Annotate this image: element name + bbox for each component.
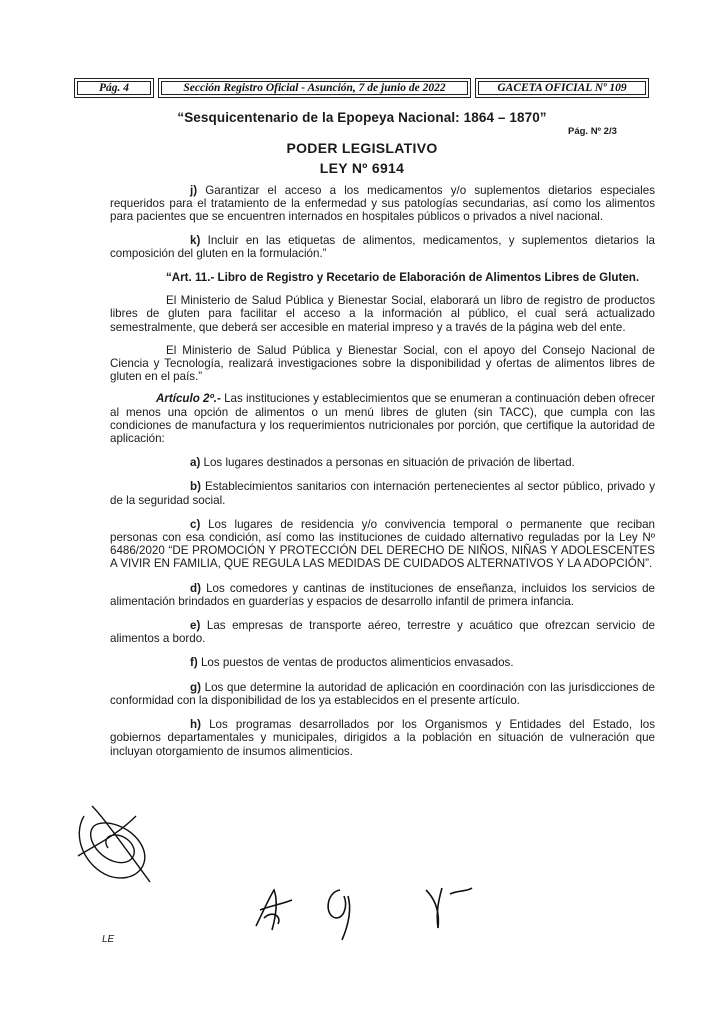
article-2-label: Artículo 2º.-: [156, 392, 221, 406]
item-b: [110, 480, 655, 506]
item-b-label: b): [190, 480, 201, 494]
item-h-text: Los programas desarrollados por los Organismos y Entidades del Estado, los gobiernos departamentales y municipales, dirigidos a la población en situación de vulneración que incluyan otorgamiento de insumos alimenticios.: [110, 718, 655, 758]
header-gazette-number: GACETA OFICIAL Nº 109: [475, 78, 649, 98]
item-e-text: Las empresas de transporte aéreo, terrestre y acuático que ofrezcan servicio de alimentos a bordo.: [110, 619, 655, 646]
item-j: [110, 184, 655, 224]
article-2: [110, 392, 655, 445]
item-f-label: f): [190, 656, 198, 670]
document-authority: PODER LEGISLATIVO: [286, 140, 438, 156]
item-d-text: Los comedores y cantinas de instituciones de enseñanza, incluidos los servicios de alimentación brindados en guarderías y espacios de desarrollo infantil de primera infancia.: [110, 581, 655, 608]
item-k-label: k): [190, 233, 201, 247]
signature-3-icon: [420, 884, 476, 932]
item-g-text: Los que determine la autoridad de aplicación en coordinación con las jurisdicciones de conformidad con la disponibilidad de los ya establecidos en el presente artículo.: [110, 680, 655, 707]
item-c-text: Los lugares de residencia y/o convivencia temporal o permanente que reciban personas con esa condición, así como las instituciones de cuidado alternativo reguladas por la Ley Nº 6486/2020 “DE PROMOCIÓN Y PROTECCIÓN DEL DERECHO DE NIÑOS, NIÑAS Y ADOLESCENTES A VIVIR EN FAMILIA, QUE REGULA LAS MEDIDAS DE CUIDADOS ALTERNATIVOS Y LA ADOPCIÓN”.: [110, 517, 655, 571]
item-h-label: h): [190, 718, 201, 732]
item-f: [110, 656, 655, 669]
item-g-label: g): [190, 680, 201, 694]
article-2-text: Las instituciones y establecimientos que se enumeran a continuación deben ofrecer al menos una opción de alimentos o un menú libres de gluten (sin TACC), que cumpla con las condiciones de manufactura y los requerimientos nutricionales por porción, que certifique la autoridad de aplicación:: [110, 392, 655, 446]
item-a-text: Los lugares destinados a personas en situación de privación de libertad.: [200, 456, 575, 470]
typist-initials: LE: [102, 934, 115, 945]
gazette-header: [74, 78, 649, 98]
national-motto: “Sesquicentenario de la Epopeya Nacional: 1864 – 1870”: [177, 110, 547, 125]
item-k-text: Incluir en las etiquetas de alimentos, medicamentos, y suplementos dietarios la composición del gluten en la formulación.”: [110, 233, 655, 260]
item-b-text: Establecimientos sanitarios con internación pertenecientes al sector público, privado y de la seguridad social.: [110, 480, 655, 507]
item-j-label: j): [190, 184, 198, 197]
item-d: [110, 582, 655, 608]
item-c: [110, 518, 655, 571]
law-number: LEY Nº 6914: [319, 160, 405, 176]
item-e-label: e): [190, 619, 201, 633]
item-h: [110, 718, 655, 758]
header-section: Sección Registro Oficial - Asunción, 7 de junio de 2022: [158, 78, 471, 98]
document-body: [110, 184, 655, 758]
article-11-paragraph-1: El Ministerio de Salud Pública y Bienestar Social, elaborará un libro de registro de productos libres de gluten para facilitar el acceso a la información al público, el cual será actualizado semestralmente, que deberá ser accesible en material impreso y a través de la página web del ente.: [110, 294, 655, 334]
left-margin-signature-icon: [64, 796, 156, 886]
item-j-text: Garantizar el acceso a los medicamentos y/o suplementos dietarios especiales requeridos para el tratamiento de la enfermedad y sus patologías secundarias, así como los alimentos para pacientes que se encuentren internados en hospitales públicos o privados a nivel nacional.: [110, 184, 655, 224]
article-11-paragraph-2: El Ministerio de Salud Pública y Bienestar Social, con el apoyo del Consejo Nacional de Ciencia y Tecnología, realizará investigaciones sobre la disponibilidad y ofertas de alimentos libres de gluten en el país.”: [110, 343, 655, 384]
item-g: [110, 681, 655, 707]
signature-2-icon: [318, 886, 358, 942]
item-e: [110, 619, 655, 645]
item-a-label: a): [190, 456, 201, 470]
item-c-label: c): [190, 517, 201, 531]
header-page-number: Pág. 4: [74, 78, 154, 98]
item-a: [110, 456, 655, 469]
article-11-heading: “Art. 11.- Libro de Registro y Recetario de Elaboración de Alimentos Libres de Gluten.: [166, 271, 640, 285]
signature-1-icon: [252, 886, 296, 932]
item-f-text: Los puestos de ventas de productos alimenticios envasados.: [197, 656, 514, 670]
page-indicator: Pág. Nº 2/3: [568, 126, 617, 137]
item-d-label: d): [190, 581, 201, 595]
item-k: [110, 234, 655, 260]
